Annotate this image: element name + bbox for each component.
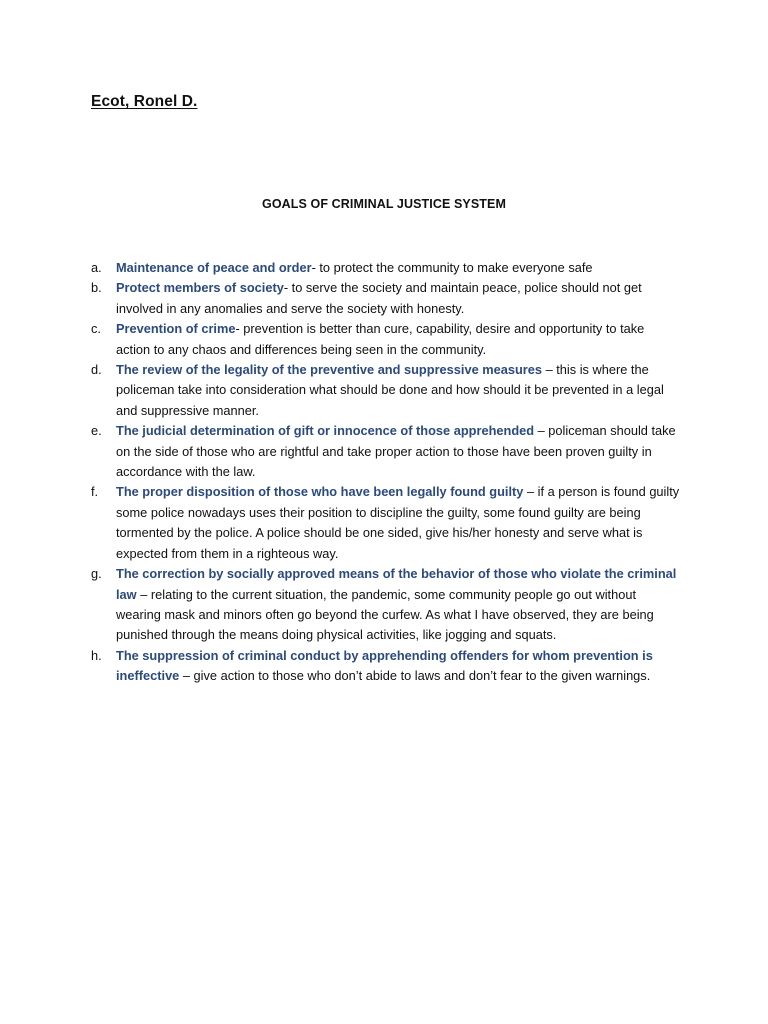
goal-heading: The review of the legality of the preventive and suppressive measures bbox=[116, 362, 543, 378]
goal-item-a bbox=[91, 258, 681, 278]
goal-description: - to protect the community to make everyone safe bbox=[311, 260, 593, 275]
goal-item-d bbox=[91, 360, 681, 421]
goal-letter: d. bbox=[91, 362, 102, 378]
goal-description: - prevention is better than cure, capability, desire and opportunity to take action to any chaos and differences being seen in the community. bbox=[116, 321, 645, 357]
goal-description: – this is where the policeman take into consideration what should be done and how should it be prevented in a legal and suppressive manner. bbox=[116, 362, 664, 418]
goal-item-b bbox=[91, 278, 681, 319]
goal-item-f bbox=[91, 482, 681, 564]
goal-heading: The judicial determination of gift or innocence of those apprehended bbox=[116, 423, 535, 439]
goal-letter: g. bbox=[91, 566, 102, 582]
goal-description: - to serve the society and maintain peace, police should not get involved in any anomalies and serve the society with honesty. bbox=[116, 280, 642, 316]
goal-letter: h. bbox=[91, 647, 102, 663]
goal-letter: b. bbox=[91, 280, 102, 296]
goal-description: – relating to the current situation, the pandemic, some community people go out without wearing mask and minors often go beyond the curfew. As what I have observed, they are being punished through the means doing physical activities, like jogging and squats. bbox=[116, 586, 654, 643]
goal-item-h bbox=[91, 646, 681, 687]
document-title: GOALS OF CRIMINAL JUSTICE SYSTEM bbox=[262, 197, 506, 211]
goal-heading: The suppression of criminal conduct by apprehending offenders for whom prevention is ineffective bbox=[116, 647, 653, 684]
goal-heading: The proper disposition of those who have been legally found guilty bbox=[116, 484, 524, 500]
goal-item-g bbox=[91, 564, 681, 646]
goals-list bbox=[91, 258, 681, 687]
goal-heading: Prevention of crime bbox=[116, 321, 236, 337]
goal-item-c bbox=[91, 319, 681, 360]
goal-heading: Protect members of society bbox=[116, 280, 284, 296]
goal-letter: a. bbox=[91, 260, 102, 275]
goal-description: – policeman should take on the side of those who are rightful and take proper action to those have been proven guilty in accordance with the law. bbox=[116, 423, 676, 480]
goal-heading: The correction by socially approved means of the behavior of those who violate the criminal law bbox=[116, 566, 677, 602]
goal-letter: f. bbox=[91, 484, 99, 500]
goal-description: – give action to those who don’t abide to laws and don’t fear to the given warnings. bbox=[179, 668, 651, 684]
author-name: Ecot, Ronel D. bbox=[91, 93, 198, 110]
goal-heading: Maintenance of peace and order bbox=[116, 260, 312, 275]
goal-item-e bbox=[91, 421, 681, 482]
goal-letter: e. bbox=[91, 423, 102, 439]
goal-description: – if a person is found guilty some police nowadays uses their position to discipline the guilty, some found guilty are being tormented by the police. A police should be one sided, give his/her honesty and serve what is expected from them in a righteous way. bbox=[116, 484, 680, 561]
goal-letter: c. bbox=[91, 321, 101, 337]
